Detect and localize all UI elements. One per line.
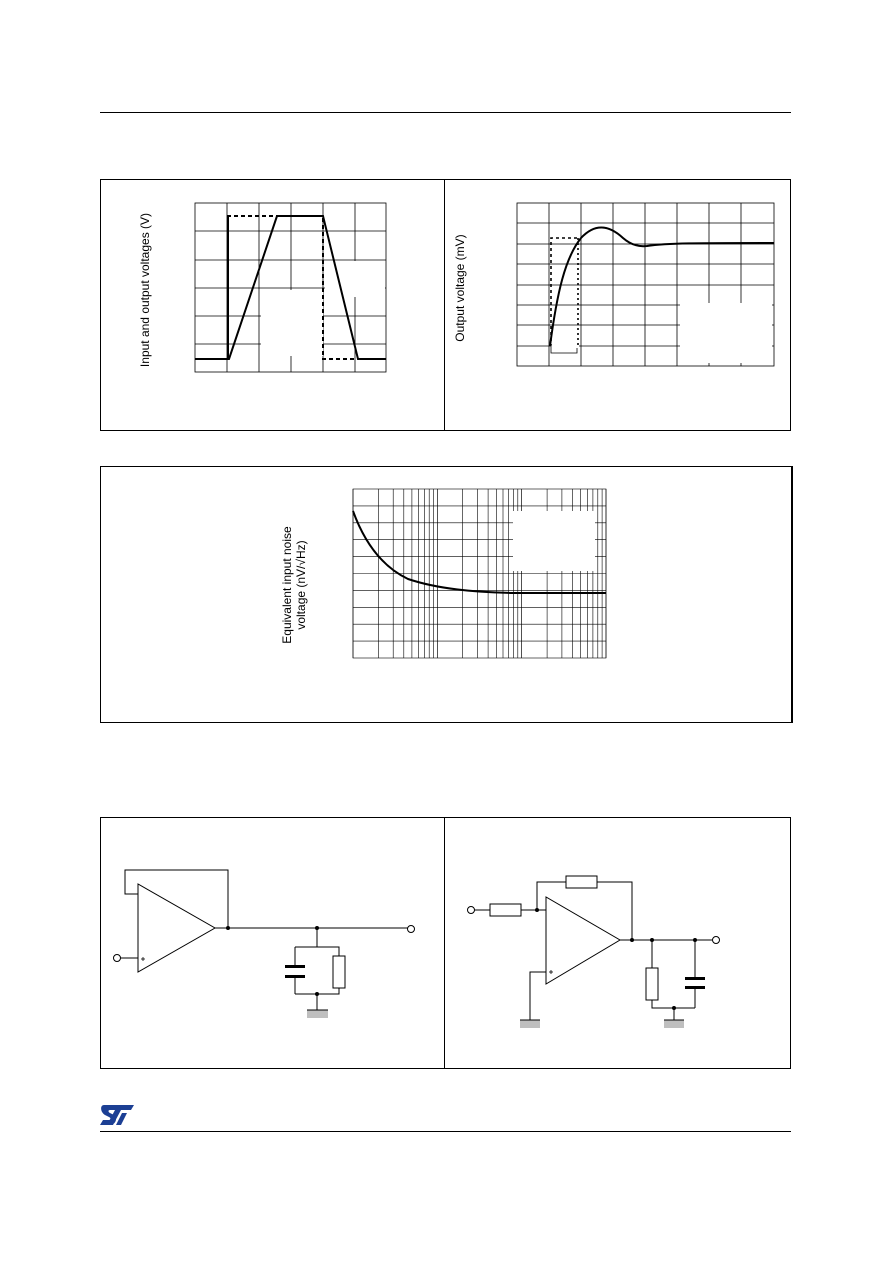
- header-rule: [100, 112, 791, 113]
- large-signal-chart: [195, 203, 387, 373]
- noise-ylabel-line2: voltage (nV/√Hz): [294, 540, 308, 630]
- small-signal-ylabel: Output voltage (mV): [453, 234, 467, 342]
- small-signal-chart: [517, 203, 775, 367]
- figure-divider-top: [444, 179, 445, 431]
- st-logo: [100, 1105, 134, 1125]
- noise-chart: [353, 489, 607, 659]
- figure-divider-bottom: [444, 817, 445, 1069]
- noise-ylabel: [280, 480, 310, 690]
- noise-ylabel-line1: Equivalent input noise: [280, 526, 294, 644]
- footer-rule: [100, 1131, 791, 1132]
- inverting-circuit: [462, 872, 732, 1037]
- follower-circuit: [108, 862, 418, 1032]
- large-signal-ylabel: Input and output voltages (V): [138, 212, 152, 368]
